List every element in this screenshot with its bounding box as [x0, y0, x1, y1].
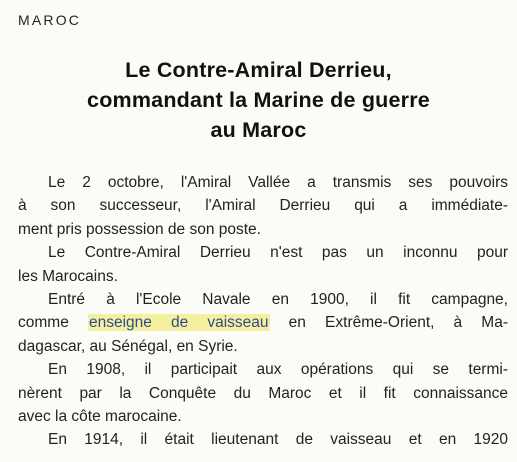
text-line: dagascar, au Sénégal, en Syrie. [18, 337, 238, 355]
text-segment: comme [18, 314, 88, 332]
text-line: à son successeur, l'Amiral Derrieu qui a immédiate- [18, 197, 508, 215]
headline-line-1: Le Contre-Amiral Derrieu, [125, 58, 392, 82]
text-line: Le Contre-Amiral Derrieu n'est pas un inconnu pour [48, 244, 508, 262]
text-line [18, 311, 508, 334]
headline-line-3: au Maroc [210, 118, 307, 142]
paragraph-5 [18, 428, 508, 451]
text-segment: en Extrême-Orient, à Ma- [269, 314, 508, 332]
highlighted-term: enseigne de vaisseau [88, 314, 269, 332]
article-headline [0, 55, 517, 145]
paragraph-1 [18, 171, 508, 241]
article-body [18, 171, 508, 452]
text-line: En 1914, il était lieutenant de vaisseau et en 1920 [48, 431, 508, 449]
text-line: avec la côte marocaine. [18, 407, 182, 425]
paragraph-4 [18, 358, 508, 428]
text-line: ment pris possession de son poste. [18, 220, 261, 238]
text-line: Entré à l'Ecole Navale en 1900, il fit campagne, [48, 290, 508, 308]
paragraph-2 [18, 241, 508, 288]
text-line: les Marocains. [18, 267, 118, 285]
section-label: MAROC [18, 12, 82, 28]
text-line: En 1908, il participait aux opérations qui se termi- [48, 361, 508, 379]
headline-line-2: commandant la Marine de guerre [87, 88, 430, 112]
text-line: Le 2 octobre, l'Amiral Vallée a transmis ses pouvoirs [48, 174, 508, 191]
paragraph-3 [18, 288, 508, 358]
text-line: nèrent par la Conquête du Maroc et il fit connaissance [18, 384, 508, 402]
